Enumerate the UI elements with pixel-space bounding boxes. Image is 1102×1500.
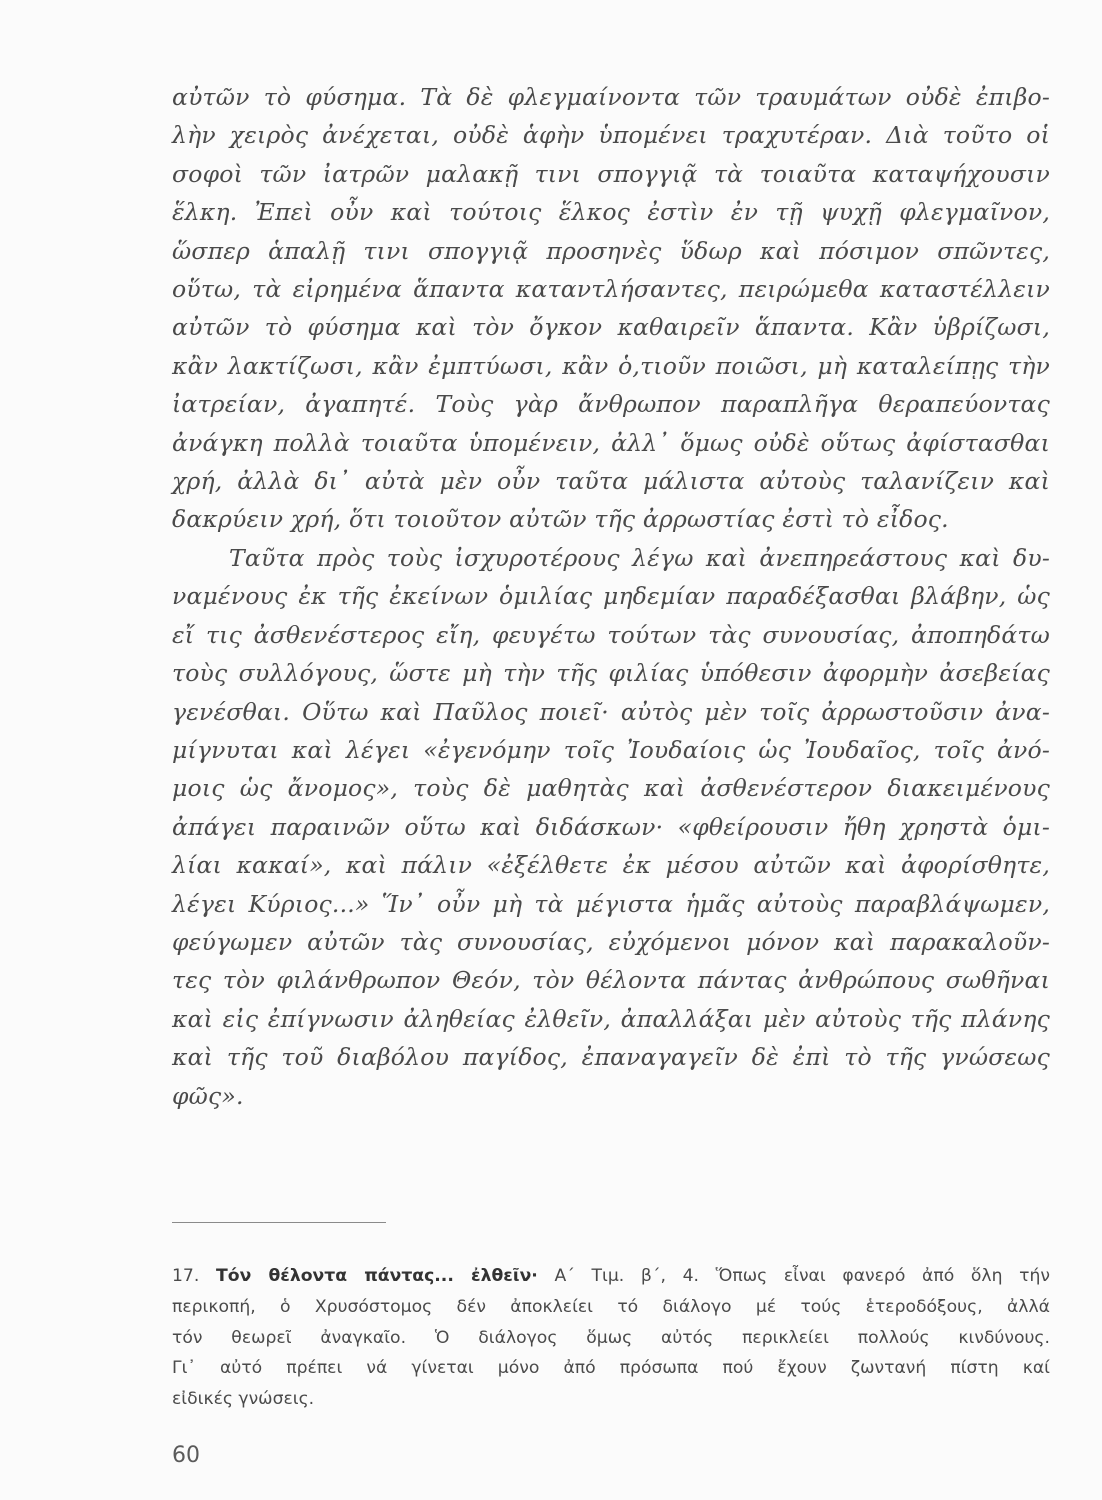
footnote-first-line (172, 1261, 1050, 1292)
text-line-paragraph-start: Ταῦτα πρὸς τοὺς ἰσχυροτέρους λέγω καὶ ἀνεπηρεάστους καὶ δυ- (229, 543, 1050, 572)
footnote-number: 17. (172, 1266, 200, 1286)
text-line: ἀνάγκη πολλὰ τοιαῦτα ὑπομένειν, ἀλλ᾽ ὅμως οὐδὲ οὕτως ἀφίστασθαι (172, 428, 1050, 457)
text-line: ἀπάγει παραινῶν οὕτω καὶ διδάσκων· «φθείρουσιν ἤθη χρηστὰ ὁμι- (172, 812, 1050, 841)
footnote-separator (172, 1222, 386, 1223)
footnote-line: τόν θεωρεῖ ἀναγκαῖο. Ὁ διάλογος ὅμως αὐτός περικλείει πολλούς κινδύνους. (172, 1327, 1050, 1348)
page-number: 60 (172, 1443, 200, 1468)
text-line: εἴ τις ἀσθενέστερος εἴη, φευγέτω τούτων τὰς συνουσίας, ἀποπηδάτω (172, 620, 1050, 649)
text-line: κἂν λακτίζωσι, κἂν ἐμπτύωσι, κἂν ὁ,τιοῦν ποιῶσι, μὴ καταλείπῃς τὴν (172, 351, 1050, 380)
text-line: αὐτῶν τὸ φύσημα καὶ τὸν ὄγκον καθαιρεῖν ἅπαντα. Κἂν ὑβρίζωσι, (172, 313, 1050, 342)
text-line: οὕτω, τὰ εἰρημένα ἅπαντα καταντλήσαντες, πειρώμεθα καταστέλλειν (172, 275, 1050, 304)
text-line: δακρύειν χρή, ὅτι τοιοῦτον αὐτῶν τῆς ἀρρωστίας ἐστὶ τὸ εἶδος. (172, 505, 949, 534)
footnote-line: εἰδικές γνώσεις. (172, 1389, 315, 1410)
text-line: τοὺς συλλόγους, ὥστε μὴ τὴν τῆς φιλίας ὑπόθεσιν ἀφορμὴν ἀσεβείας (172, 659, 1050, 688)
main-text-body (172, 78, 1050, 1115)
text-line: γενέσθαι. Οὕτω καὶ Παῦλος ποιεῖ· αὐτὸς μὲν τοῖς ἀρρωστοῦσιν ἀνα- (172, 697, 1050, 726)
text-line: αὐτῶν τὸ φύσημα. Τὰ δὲ φλεγμαίνοντα τῶν τραυμάτων οὐδὲ ἐπιβο- (172, 83, 1050, 111)
text-line: λέγει Κύριος...» Ἵν᾽ οὖν μὴ τὰ μέγιστα ἡμᾶς αὐτοὺς παραβλάψωμεν, (172, 889, 1050, 918)
text-line: χρή, ἀλλὰ δι᾽ αὐτὰ μὲν οὖν ταῦτα μάλιστα αὐτοὺς ταλανίζειν καὶ (172, 467, 1050, 496)
text-line: καὶ εἰς ἐπίγνωσιν ἀληθείας ἐλθεῖν, ἀπαλλάξαι μὲν αὐτοὺς τῆς πλάνης (172, 1004, 1050, 1033)
footnote-lemma: Τόν θέλοντα πάντας... ἐλθεῖν· (216, 1266, 538, 1286)
text-line: μίγνυται καὶ λέγει «ἐγενόμην τοῖς Ἰουδαίοις ὡς Ἰουδαῖος, τοῖς ἀνό- (172, 735, 1050, 764)
footnote-17 (172, 1261, 1050, 1415)
text-line: φεύγωμεν αὐτῶν τὰς συνουσίας, εὐχόμενοι μόνον καὶ παρακαλοῦν- (172, 927, 1050, 956)
text-line: σοφοὶ τῶν ἰατρῶν μαλακῇ τινι σπογγιᾷ τὰ τοιαῦτα καταψήχουσιν (172, 159, 1050, 188)
text-line: καὶ τῆς τοῦ διαβόλου παγίδος, ἐπαναγαγεῖν δὲ ἐπὶ τὸ τῆς γνώσεως (172, 1043, 1050, 1072)
text-line: ἕλκη. Ἐπεὶ οὖν καὶ τούτοις ἕλκος ἐστὶν ἐν τῇ ψυχῇ φλεγμαῖνον, (172, 198, 1050, 227)
text-line: ναμένους ἐκ τῆς ἐκείνων ὁμιλίας μηδεμίαν παραδέξασθαι βλάβην, ὡς (172, 582, 1050, 611)
text-line: λίαι κακαί», καὶ πάλιν «ἐξέλθετε ἐκ μέσου αὐτῶν καὶ ἀφορίσθητε, (172, 851, 1050, 880)
text-line: ὥσπερ ἁπαλῇ τινι σπογγιᾷ προσηνὲς ὕδωρ καὶ πόσιμον σπῶντες, (172, 236, 1050, 265)
footnote-reference: Α΄ Τιμ. β΄, 4. Ὅπως εἶναι φανερό ἀπό ὅλη τήν (537, 1266, 1050, 1286)
footnote-line: Γι᾽ αὐτό πρέπει νά γίνεται μόνο ἀπό πρόσωπα πού ἔχουν ζωντανή πίστη καί (172, 1358, 1050, 1379)
text-line: μοις ὡς ἄνομος», τοὺς δὲ μαθητὰς καὶ ἀσθενέστερον διακειμένους (172, 774, 1050, 803)
footnote-line: περικοπή, ὁ Χρυσόστομος δέν ἀποκλείει τό διάλογο μέ τούς ἑτεροδόξους, ἀλλά (172, 1296, 1050, 1317)
text-line: λὴν χειρὸς ἀνέχεται, οὐδὲ ἁφὴν ὑπομένει τραχυτέραν. Διὰ τοῦτο οἱ (172, 121, 1050, 150)
text-line: ἰατρείαν, ἀγαπητέ. Τοὺς γὰρ ἄνθρωπον παραπλῆγα θεραπεύοντας (172, 390, 1050, 419)
text-line: φῶς». (172, 1081, 244, 1110)
text-line: τες τὸν φιλάνθρωπον Θεόν, τὸν θέλοντα πάντας ἀνθρώπους σωθῆναι (172, 966, 1050, 995)
